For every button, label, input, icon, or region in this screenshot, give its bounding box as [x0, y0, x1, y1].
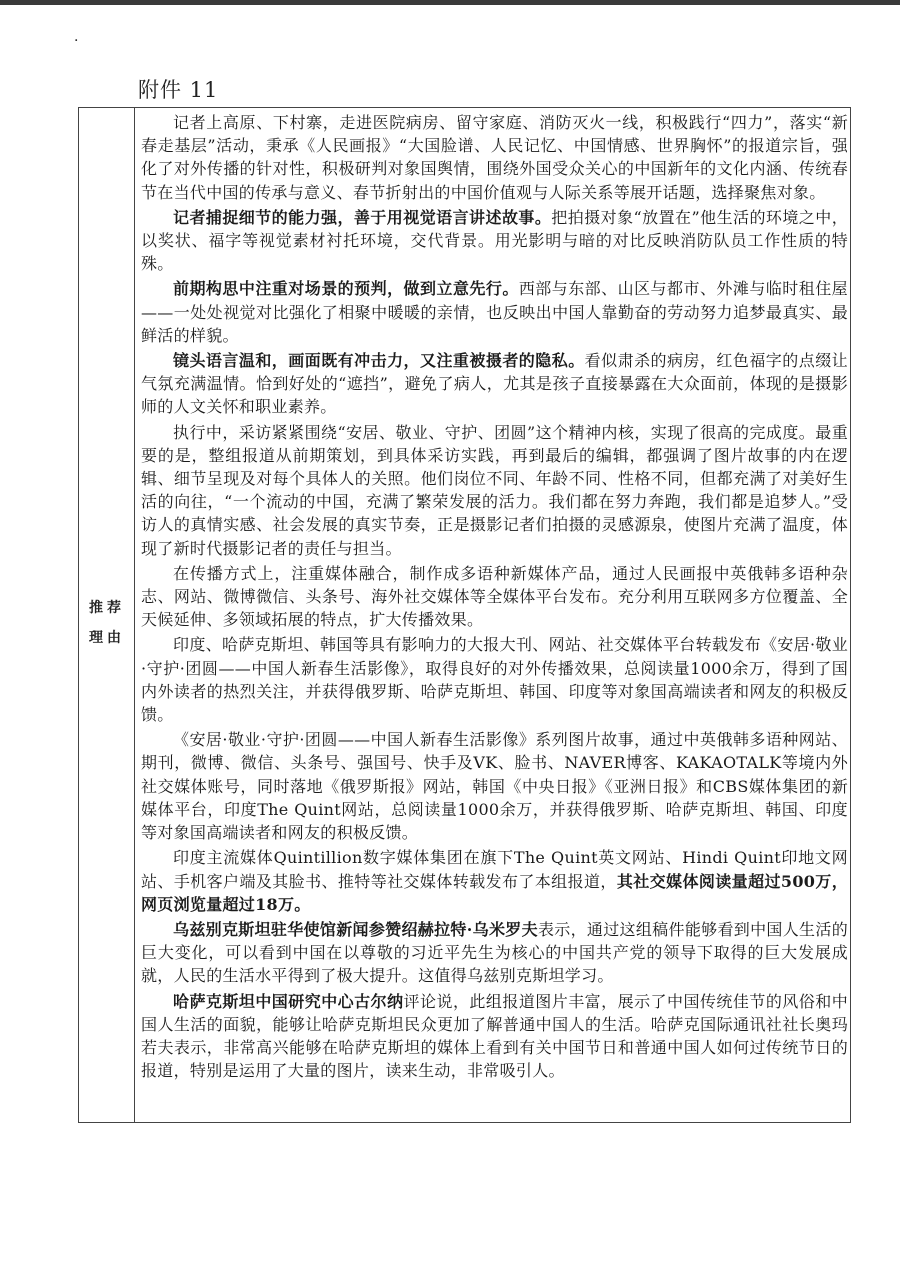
- text-segment: 西部与东部、山区与都市、外滩与临时租住屋——一处处视觉对比强化了相聚中暖暖的亲情，也反映出中国人靠勤奋的劳动努力追梦最真实、最鲜活的样貌。: [141, 279, 848, 345]
- bold-text-segment: 记者捕捉细节的能力强，善于用视觉语言讲述故事。: [173, 207, 552, 227]
- reason-content-cell: [141, 111, 848, 1084]
- label-cell: [79, 108, 135, 1122]
- bold-text-segment: 前期构思中注重对场景的预判，做到立意先行。: [173, 279, 519, 299]
- reason-paragraph: [141, 918, 848, 988]
- bold-text-segment: 乌兹别克斯坦驻华使馆新闻参赞绍赫拉特·乌米罗夫: [173, 919, 538, 939]
- text-segment: 表示，通过这组稿件能够看到中国人生活的巨大变化，可以看到中国在以尊敬的习近平先生为核心的中国共产党的领导下取得的巨大发展成就，人民的生活水平得到了极大提升。这值得乌兹别克斯坦学习。: [141, 919, 848, 986]
- text-segment: 看似肃杀的病房，红色福字的点缀让气氛充满温情。恰到好处的“遮挡”，避免了病人，尤其是孩子直接暴露在大众面前，体现的是摄影师的人文关怀和职业素养。: [141, 351, 848, 417]
- scan-dot-mark: ·: [74, 33, 79, 49]
- bold-text-segment: 其社交媒体阅读量超过500万，网页浏览量超过18万。: [141, 871, 848, 914]
- reason-paragraph: [141, 990, 848, 1083]
- bold-text-segment: 哈萨克斯坦中国研究中心古尔纳: [173, 991, 404, 1011]
- text-segment: 印度主流媒体Quintillion数字媒体集团在旗下The Quint英文网站、Hindi Quint印地文网站、手机客户端及其脸书、推特等社交媒体转载发布了本组报道，: [141, 848, 848, 891]
- reason-paragraph: [141, 728, 848, 844]
- attachment-title: 附件 11: [138, 78, 219, 102]
- text-segment: 印度、哈萨克斯坦、韩国等具有影响力的大报大刊、网站、社交媒体平台转载发布《安居·敬业·守护·团圆——中国人新春生活影像》，取得良好的对外传播效果，总阅读量1000余万，得到了国内外读者的热烈关注，并获得俄罗斯、哈萨克斯坦、韩国、印度等对象国高端读者和网友的积极反馈。: [141, 635, 848, 725]
- text-segment: 记者上高原、下村寨，走进医院病房、留守家庭、消防灭火一线，积极践行“四力”，落实“新春走基层”活动，秉承《人民画报》“大国脸谱、人民记忆、中国情感、世界胸怀”的报道宗旨，强化了对外传播的针对性，积极研判对象国舆情，围绕外国受众关心的中国新年的文化内涵、传统春节在当代中国的传承与意义、春节折射出的中国价值观与人际关系等展开话题，选择聚焦对象。: [141, 113, 848, 202]
- label-line-2: 理由: [89, 630, 125, 646]
- reason-paragraph: [141, 349, 848, 419]
- reason-paragraph: [141, 111, 848, 204]
- text-segment: 评论说，此组报道图片丰富，展示了中国传统佳节的风俗和中国人生活的面貌，能够让哈萨克斯坦民众更加了解普通中国人的生活。哈萨克国际通讯社社长奥玛若夫表示，非常高兴能够在哈萨克斯坦的媒体上看到有关中国节日和普通中国人如何过传统节日的报道，特别是运用了大量的图片，读来生动，非常吸引人。: [141, 991, 848, 1081]
- text-segment: 在传播方式上，注重媒体融合，制作成多语种新媒体产品，通过人民画报中英俄韩多语种杂志、网站、微博微信、头条号、海外社交媒体等全媒体平台发布。充分利用互联网多方位覆盖、全天候延伸、多领域拓展的特点，扩大传播效果。: [141, 563, 848, 630]
- reason-paragraph: [141, 277, 848, 347]
- reason-paragraph: [141, 633, 848, 726]
- label-line-1: 推荐: [89, 600, 125, 616]
- reason-paragraph: [141, 562, 848, 632]
- text-segment: 把拍摄对象“放置在”他生活的环境之中，以奖状、福字等视觉素材衬托环境，交代背景。用光影明与暗的对比反映消防队员工作性质的特殊。: [141, 207, 849, 274]
- scan-top-edge: [0, 0, 900, 5]
- reason-paragraph: [141, 206, 848, 276]
- reason-paragraph: [141, 421, 848, 560]
- reason-paragraph: [141, 846, 848, 916]
- text-segment: 《安居·敬业·守护·团圆——中国人新春生活影像》系列图片故事，通过中英俄韩多语种网站、期刊，微博、微信、头条号、强国号、快手及VK、脸书、NAVER博客、KAKAOTALK等境内外社交媒体账号，同时落地《俄罗斯报》网站，韩国《中央日报》《亚洲日报》和CBS媒体集团的新媒体平台，印度The Quint网站，总阅读量1000余万，并获得俄罗斯、哈萨克斯坦、韩国、印度等对象国高端读者和网友的积极反馈。: [141, 730, 848, 843]
- bold-text-segment: 镜头语言温和，画面既有冲击力，又注重被摄者的隐私。: [173, 351, 585, 371]
- text-segment: 执行中，采访紧紧围绕“安居、敬业、守护、团圆”这个精神内核，实现了很高的完成度。最重要的是，整组报道从前期策划，到具体采访实践，再到最后的编辑，都强调了图片故事的内在逻辑、细节呈现及对每个具体人的关照。他们岗位不同、年龄不同、性格不同，但都充满了对美好生活的向往，“一个流动的中国，充满了繁荣发展的活力。我们都在努力奔跑，我们都是追梦人。”受访人的真情实感、社会发展的真实节奏，正是摄影记者们拍摄的灵感源泉，使图片充满了温度，体现了新时代摄影记者的责任与担当。: [141, 422, 848, 558]
- recommendation-table: [78, 107, 851, 1123]
